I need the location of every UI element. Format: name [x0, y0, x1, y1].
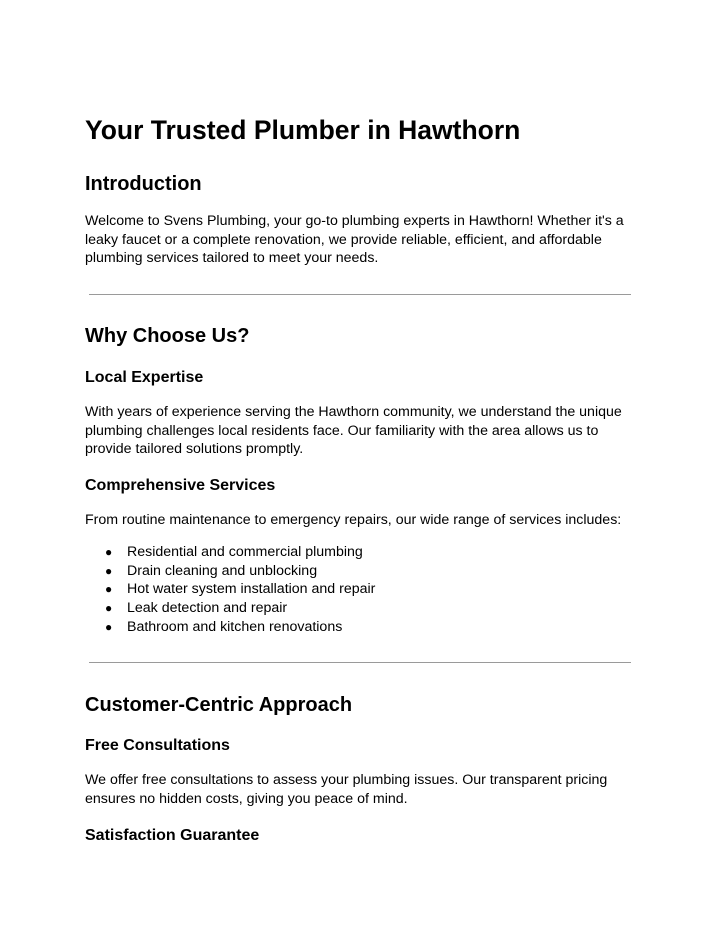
section-divider: [89, 662, 631, 663]
list-item: [85, 543, 375, 562]
list-item-label: Residential and commercial plumbing: [127, 544, 363, 560]
bullet-icon: ●: [105, 619, 113, 634]
introduction-heading: Introduction: [85, 173, 202, 195]
introduction-paragraph: Welcome to Svens Plumbing, your go-to plumbing experts in Hawthorn! Whether it's a leaky faucet or a complete renovation, we provide reliable, efficient, and affordable plumbing services tailored to meet your needs.: [85, 213, 624, 267]
local-expertise-heading: Local Expertise: [85, 369, 204, 386]
section-divider: [89, 294, 631, 295]
list-item: [85, 580, 375, 599]
list-item: [85, 618, 375, 637]
customer-centric-heading: Customer-Centric Approach: [85, 694, 353, 716]
list-item-label: Leak detection and repair: [127, 600, 288, 617]
list-item-label: Hot water system installation and repair: [127, 581, 376, 598]
bullet-icon: ●: [105, 563, 113, 578]
services-list: [85, 543, 375, 637]
list-item: [85, 599, 375, 618]
comprehensive-services-paragraph: From routine maintenance to emergency repairs, our wide range of services includes:: [85, 512, 622, 528]
bullet-icon: ●: [105, 601, 113, 616]
free-consultations-paragraph: We offer free consultations to assess your plumbing issues. Our transparent pricing ensures no hidden costs, giving you peace of mind.: [85, 772, 608, 807]
list-item-label: Drain cleaning and unblocking: [127, 562, 318, 579]
local-expertise-paragraph: With years of experience serving the Hawthorn community, we understand the unique plumbing challenges local residents face. Our familiarity with the area allows us to provide tailored solutions promptly.: [85, 404, 622, 458]
bullet-icon: ●: [105, 582, 113, 597]
satisfaction-guarantee-heading: Satisfaction Guarantee: [85, 827, 260, 844]
page-title: Your Trusted Plumber in Hawthorn: [85, 115, 521, 145]
free-consultations-heading: Free Consultations: [85, 737, 230, 754]
why-choose-us-heading: Why Choose Us?: [85, 325, 250, 347]
comprehensive-services-heading: Comprehensive Services: [85, 477, 276, 494]
bullet-icon: ●: [105, 545, 113, 559]
list-item: [85, 562, 375, 581]
list-item-label: Bathroom and kitchen renovations: [127, 618, 343, 635]
